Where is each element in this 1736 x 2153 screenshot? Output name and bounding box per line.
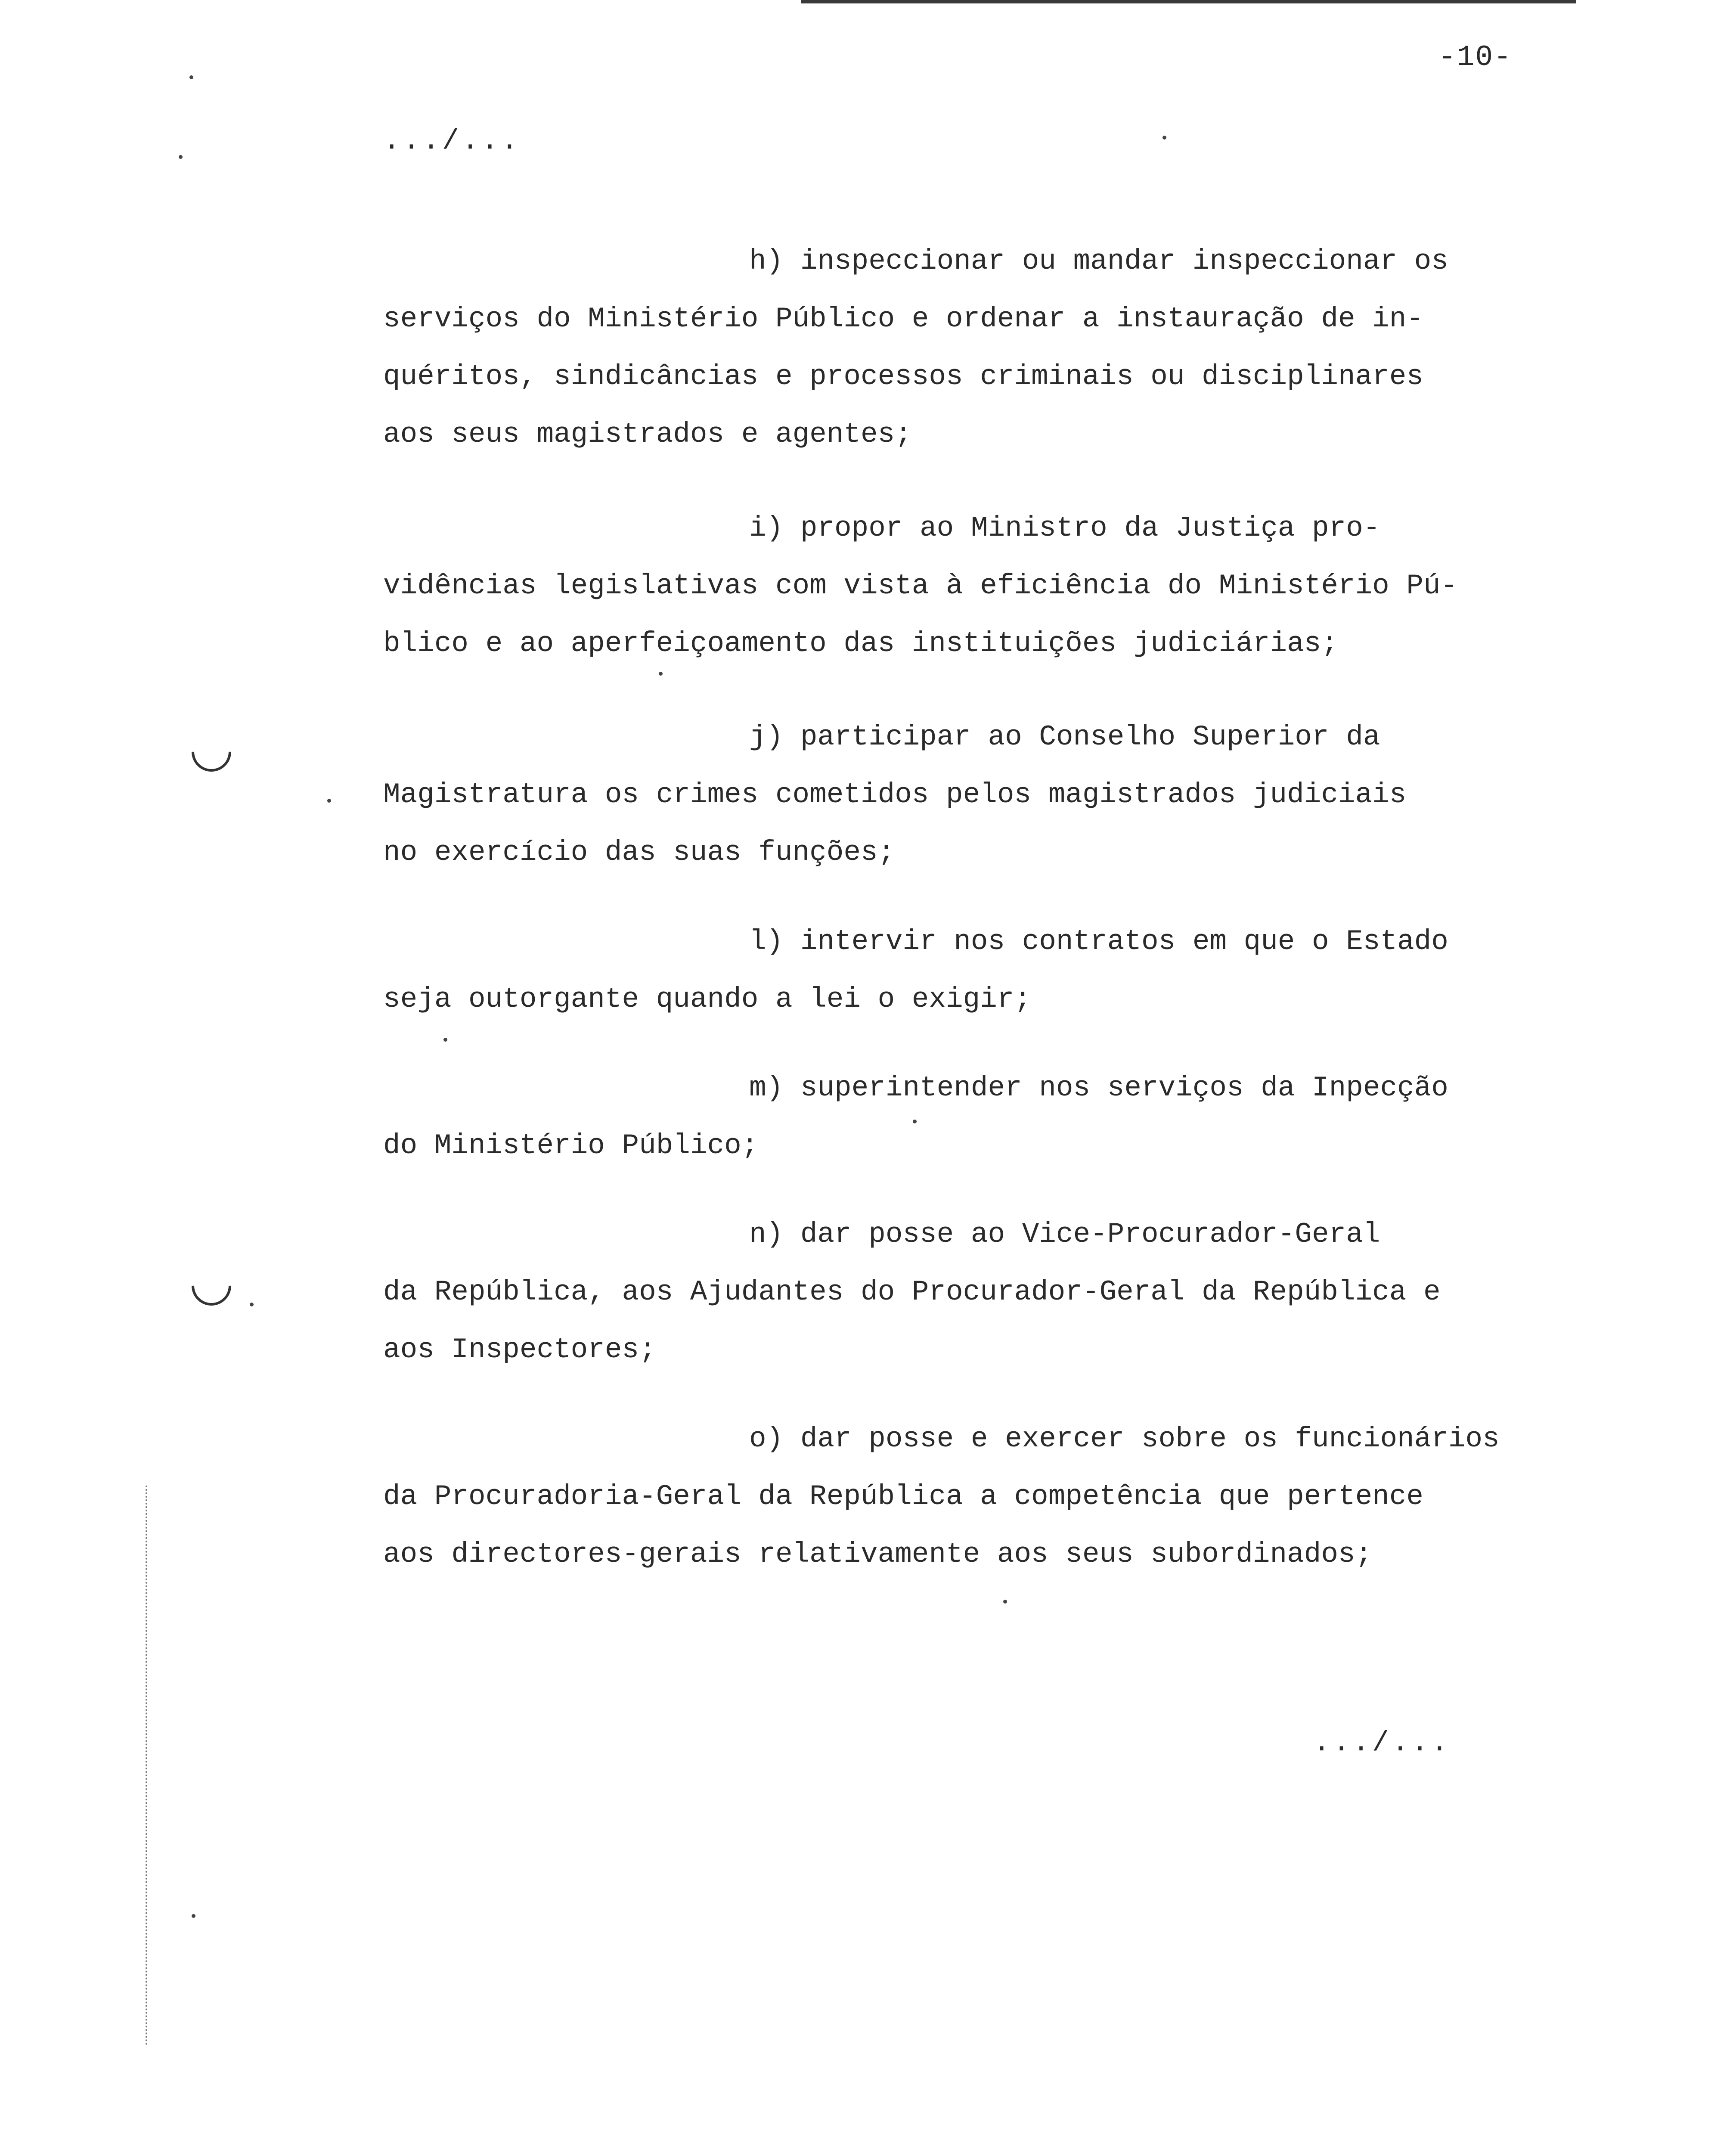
paragraph-line: blico e ao aperfeiçoamento das instituições judiciárias; — [383, 627, 1338, 660]
paragraph-line: no exercício das suas funções; — [383, 836, 895, 869]
paragraph-line: da República, aos Ajudantes do Procurador-Geral da República e — [383, 1276, 1441, 1308]
continuation-marker-top: .../... — [383, 125, 521, 157]
paragraph-line: do Ministério Público; — [383, 1129, 759, 1162]
scan-speck — [192, 1914, 195, 1918]
paragraph-line: Magistratura os crimes cometidos pelos magistrados judiciais — [383, 779, 1407, 811]
paragraph-line: n) dar posse ao Vice-Procurador-Geral — [749, 1218, 1380, 1250]
scan-margin-line — [146, 1486, 147, 2045]
paragraph-line: vidências legislativas com vista à eficiência do Ministério Pú- — [383, 570, 1458, 602]
paragraph-line: da Procuradoria-Geral da República a competência que pertence — [383, 1480, 1423, 1513]
paragraph-line: aos Inspectores; — [383, 1334, 656, 1366]
scan-speck — [250, 1303, 254, 1306]
paragraph-line: i) propor ao Ministro da Justiça pro- — [749, 512, 1380, 544]
scan-speck — [189, 75, 193, 79]
continuation-marker-bottom: .../... — [1313, 1727, 1451, 1759]
paragraph-line: seja outorgante quando a lei o exigir; — [383, 983, 1032, 1015]
paragraph-line: quéritos, sindicâncias e processos criminais ou disciplinares — [383, 360, 1423, 393]
paragraph-line: j) participar ao Conselho Superior da — [749, 721, 1380, 753]
scan-speck — [327, 799, 331, 803]
paragraph-line: h) inspeccionar ou mandar inspeccionar os — [749, 245, 1448, 277]
paragraph-line: aos seus magistrados e agentes; — [383, 418, 912, 450]
top-edge-rule — [801, 0, 1576, 3]
punch-hole-mark — [183, 1258, 239, 1314]
paragraph-j — [383, 708, 1485, 881]
paragraph-i — [383, 499, 1485, 673]
scan-speck — [913, 1120, 917, 1123]
paragraph-o — [383, 1410, 1500, 1583]
paragraph-line: l) intervir nos contratos em que o Estado — [749, 925, 1448, 958]
paragraph-m — [383, 1059, 1485, 1175]
page-number: -10- — [1438, 41, 1512, 74]
paragraph-line: m) superintender nos serviços da Inpecção — [749, 1072, 1448, 1104]
scan-speck — [1003, 1600, 1007, 1604]
scan-speck — [659, 672, 663, 676]
paragraph-line: serviços do Ministério Público e ordenar a instauração de in- — [383, 303, 1423, 335]
paragraph-line: aos directores-gerais relativamente aos seus subordinados; — [383, 1538, 1373, 1570]
paragraph-n — [383, 1206, 1485, 1379]
scan-speck — [1162, 136, 1166, 140]
scan-speck — [179, 155, 183, 159]
paragraph-h — [383, 233, 1485, 463]
scan-speck — [443, 1038, 447, 1042]
paragraph-l — [383, 913, 1485, 1028]
paragraph-line: o) dar posse e exercer sobre os funcionários — [749, 1423, 1500, 1455]
punch-hole-mark — [183, 724, 239, 780]
